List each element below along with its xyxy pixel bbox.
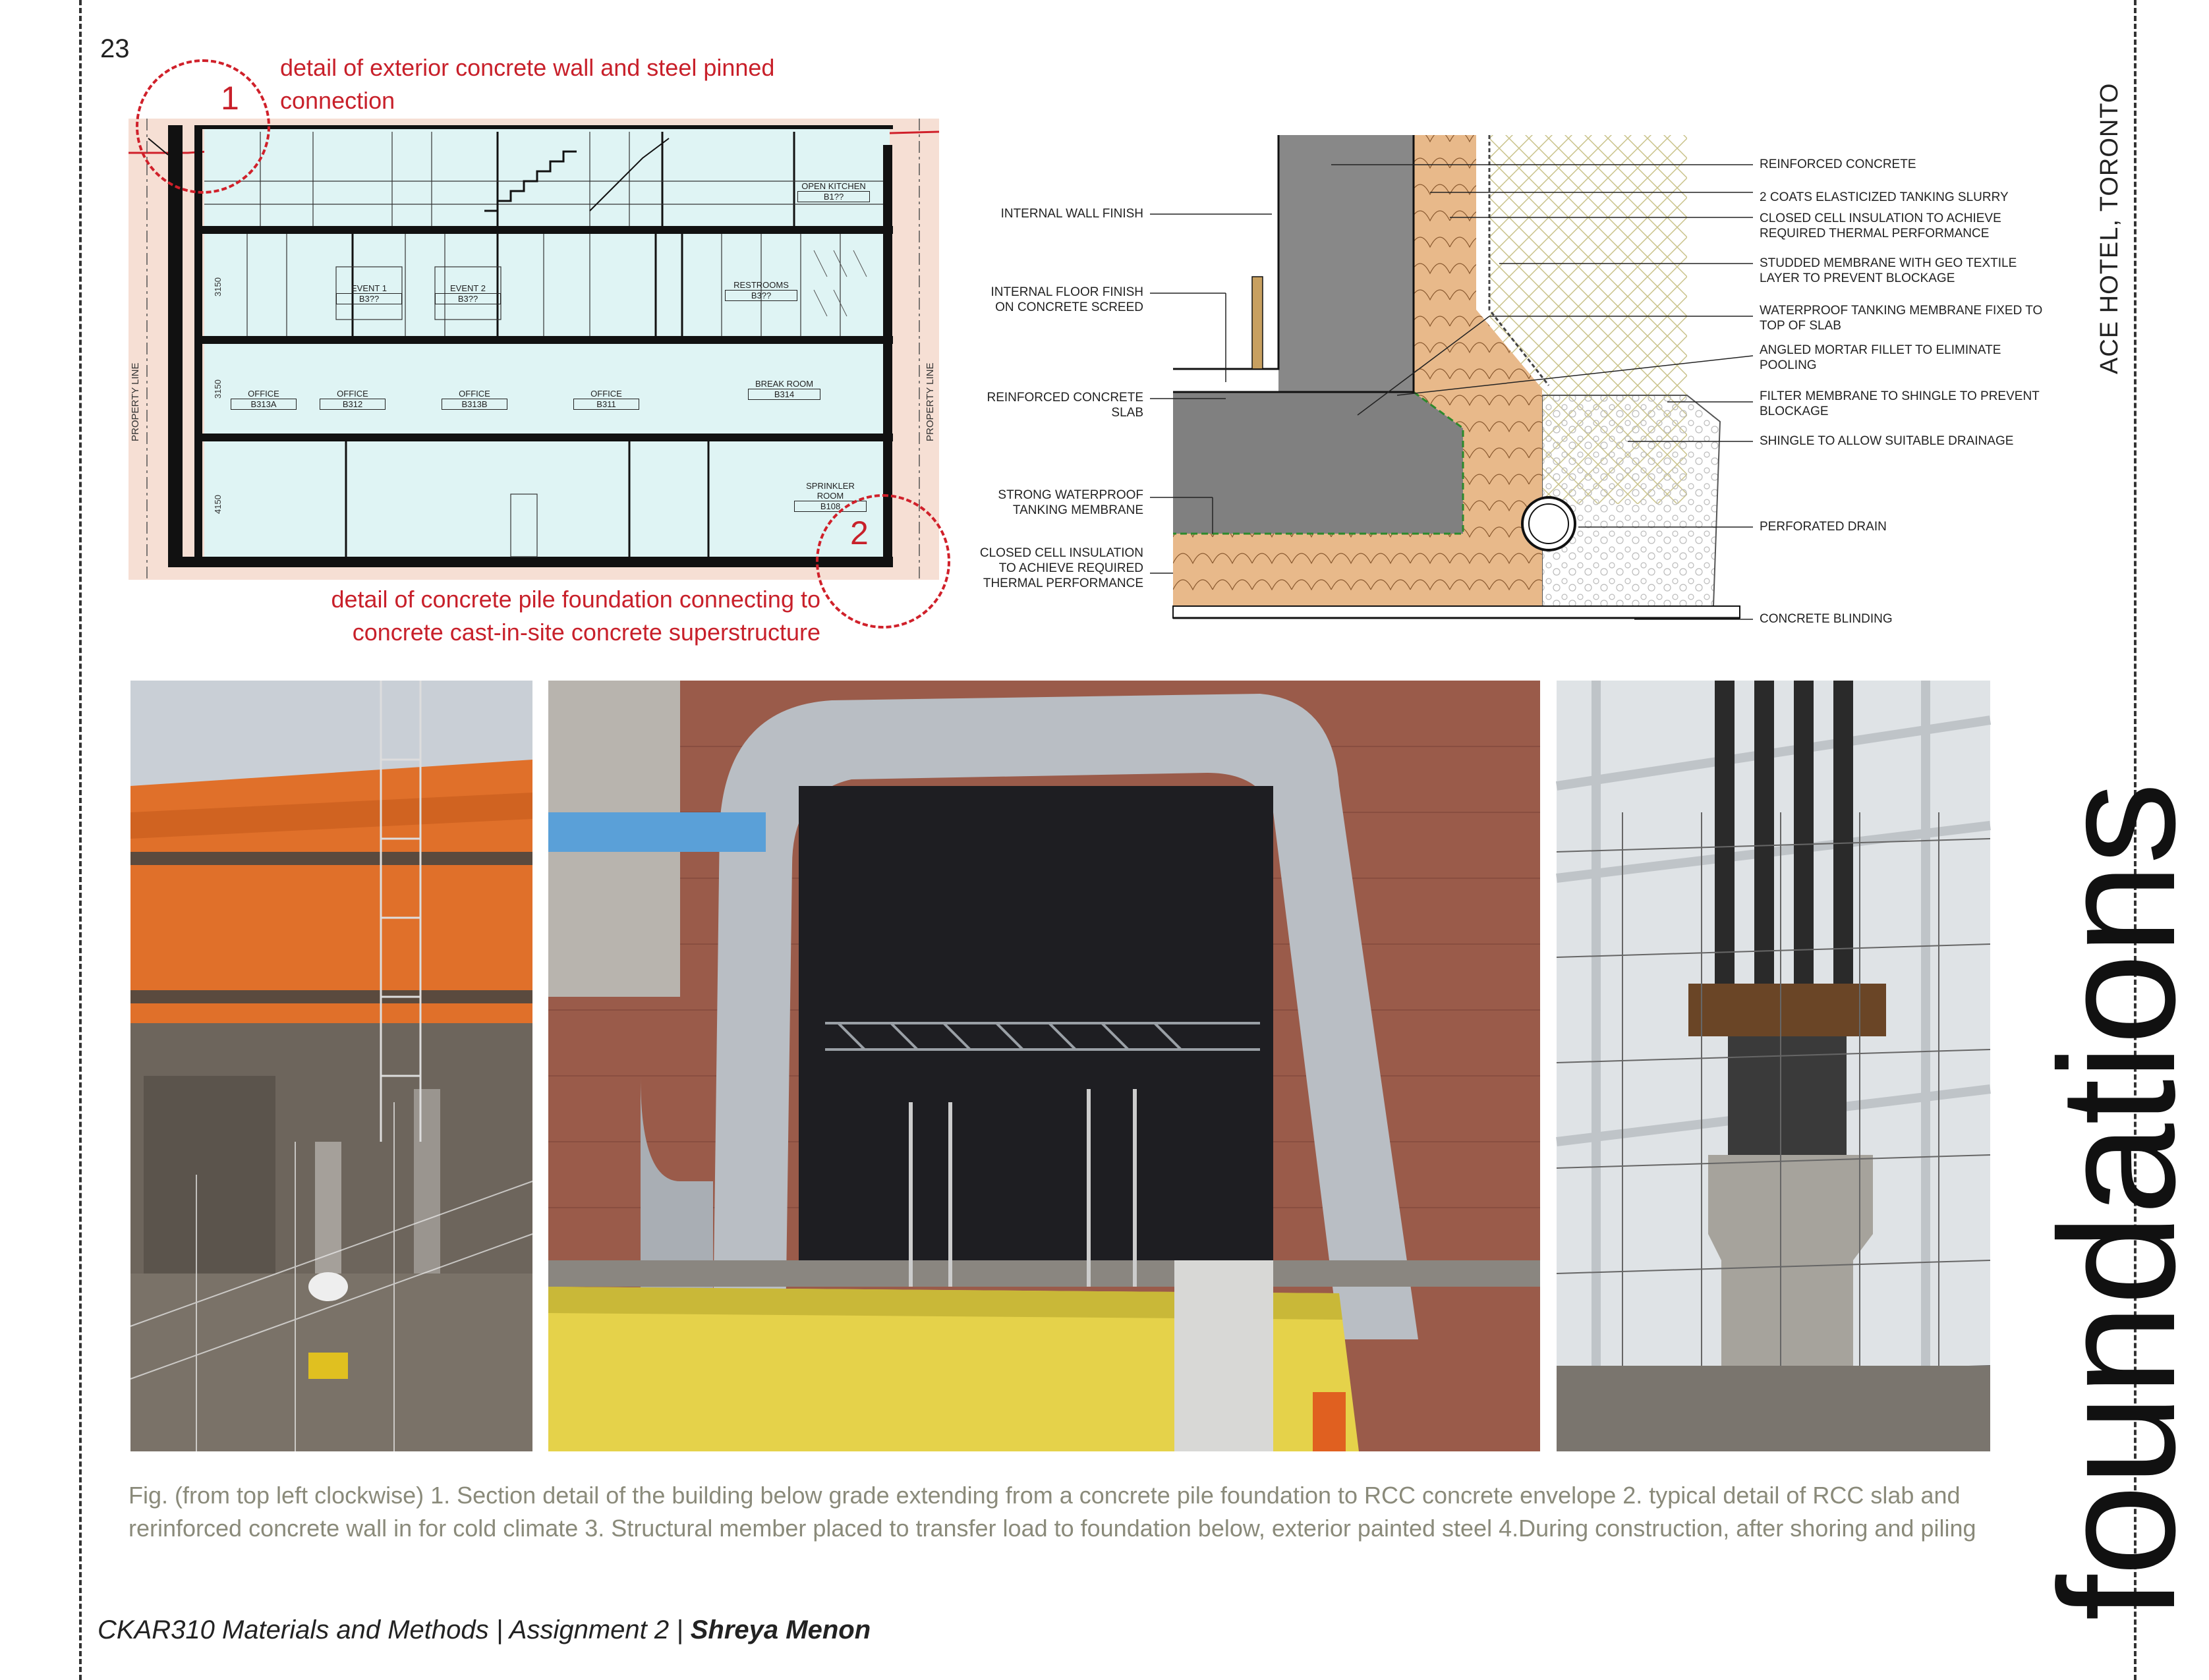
label-studded-membrane: STUDDED MEMBRANE WITH GEO TEXTILE LAYER TO PREVENT BLOCKAGE [1760, 256, 2017, 285]
label-closed-cell-left: CLOSED CELL INSULATION TO ACHIEVE REQUIRED THERMAL PERFORMANCE [979, 546, 1143, 590]
label-angled-fillet: ANGLED MORTAR FILLET TO ELIMINATE POOLING [1760, 343, 2001, 372]
room-office-b311: OFFICE B311 [573, 389, 639, 410]
room-break-room: BREAK ROOM B314 [748, 379, 820, 400]
dim-level-4: 4150 [213, 495, 223, 514]
label-shingle: SHINGLE TO ALLOW SUITABLE DRAINAGE [1760, 434, 2014, 448]
left-dashed-border [79, 0, 82, 1680]
detail-2-circle [816, 494, 950, 629]
detail-1-circle [136, 59, 270, 194]
label-perforated-drain: PERFORATED DRAIN [1760, 520, 1887, 534]
photo-pile-cap-art [1557, 681, 1990, 1451]
figure-caption: Fig. (from top left clockwise) 1. Section detail of the building below grade extending from a concrete pile foundation to RCC concrete envelope 2. typical detail of RCC slab and rerinforced concrete wall in for cold climate 3. Structural member placed to transfer load to foundation below, exterior painted steel 4.During construction, after shoring and piling [129, 1482, 1976, 1542]
building-section-drawing [129, 119, 939, 580]
photo-pile-cap [1557, 681, 1990, 1451]
property-line-label-right: PROPERTY LINE [925, 362, 936, 441]
photo-steel-member [548, 681, 1540, 1451]
footer-course: CKAR310 Materials and Methods | Assignment 2 | [98, 1615, 691, 1644]
label-internal-wall-finish: INTERNAL WALL FINISH [1000, 207, 1143, 221]
note-exterior-wall [280, 51, 774, 117]
label-reinforced-concrete: REINFORCED CONCRETE [1760, 157, 1916, 171]
label-filter-membrane: FILTER MEMBRANE TO SHINGLE TO PREVENT BLOCKAGE [1760, 389, 2040, 418]
dim-level-2: 3150 [213, 277, 223, 296]
room-office-b312: OFFICE B312 [320, 389, 386, 410]
label-waterproof-tanking: WATERPROOF TANKING MEMBRANE FIXED TO TOP OF SLAB [1760, 304, 2043, 333]
room-event-1: EVENT 1 B3?? [336, 283, 402, 304]
label-concrete-blinding: CONCRETE BLINDING [1760, 612, 1893, 626]
note-exterior-wall-line2: connection [280, 87, 395, 114]
room-event-2: EVENT 2 B3?? [435, 283, 501, 304]
dim-level-3: 3150 [213, 379, 223, 399]
photo-construction-shoring [130, 681, 532, 1451]
project-title-vertical: ACE HOTEL, TORONTO [2096, 82, 2123, 374]
footer-credits [98, 1615, 871, 1645]
room-office-b313a: OFFICE B313A [231, 389, 297, 410]
wall-slab-detail-drawing [975, 119, 2056, 646]
label-strong-waterproof: STRONG WATERPROOF TANKING MEMBRANE [998, 488, 1143, 517]
photo-steel-member-art [548, 681, 1540, 1451]
label-closed-cell-right: CLOSED CELL INSULATION TO ACHIEVE REQUIRED THERMAL PERFORMANCE [1760, 211, 2001, 240]
note-pile-foundation [306, 583, 820, 649]
footer-author: Shreya Menon [690, 1615, 871, 1644]
label-rc-slab: REINFORCED CONCRETE SLAB [987, 391, 1143, 420]
note-exterior-wall-line1: detail of exterior concrete wall and steel pinned [280, 54, 775, 81]
detail-1-number: 1 [221, 80, 239, 117]
room-sprinkler: SPRINKLER ROOM B108 [794, 481, 867, 512]
room-restrooms: RESTROOMS B3?? [725, 280, 797, 301]
note-pile-foundation-line2: concrete cast-in-site concrete superstructure [352, 619, 820, 646]
section-title-foundations: foundations [2025, 783, 2209, 1621]
label-tanking-slurry: 2 COATS ELASTICIZED TANKING SLURRY [1760, 190, 2009, 204]
room-open-kitchen: OPEN KITCHEN B1?? [797, 181, 870, 202]
photo-construction-shoring-art [130, 681, 532, 1451]
property-line-label-left: PROPERTY LINE [130, 362, 141, 441]
label-internal-floor-finish: INTERNAL FLOOR FINISH ON CONCRETE SCREED [990, 285, 1143, 314]
note-pile-foundation-line1: detail of concrete pile foundation connecting to [331, 586, 820, 613]
detail-2-number: 2 [850, 515, 869, 551]
page-number: 23 [100, 34, 130, 63]
room-office-b313b: OFFICE B313B [442, 389, 507, 410]
